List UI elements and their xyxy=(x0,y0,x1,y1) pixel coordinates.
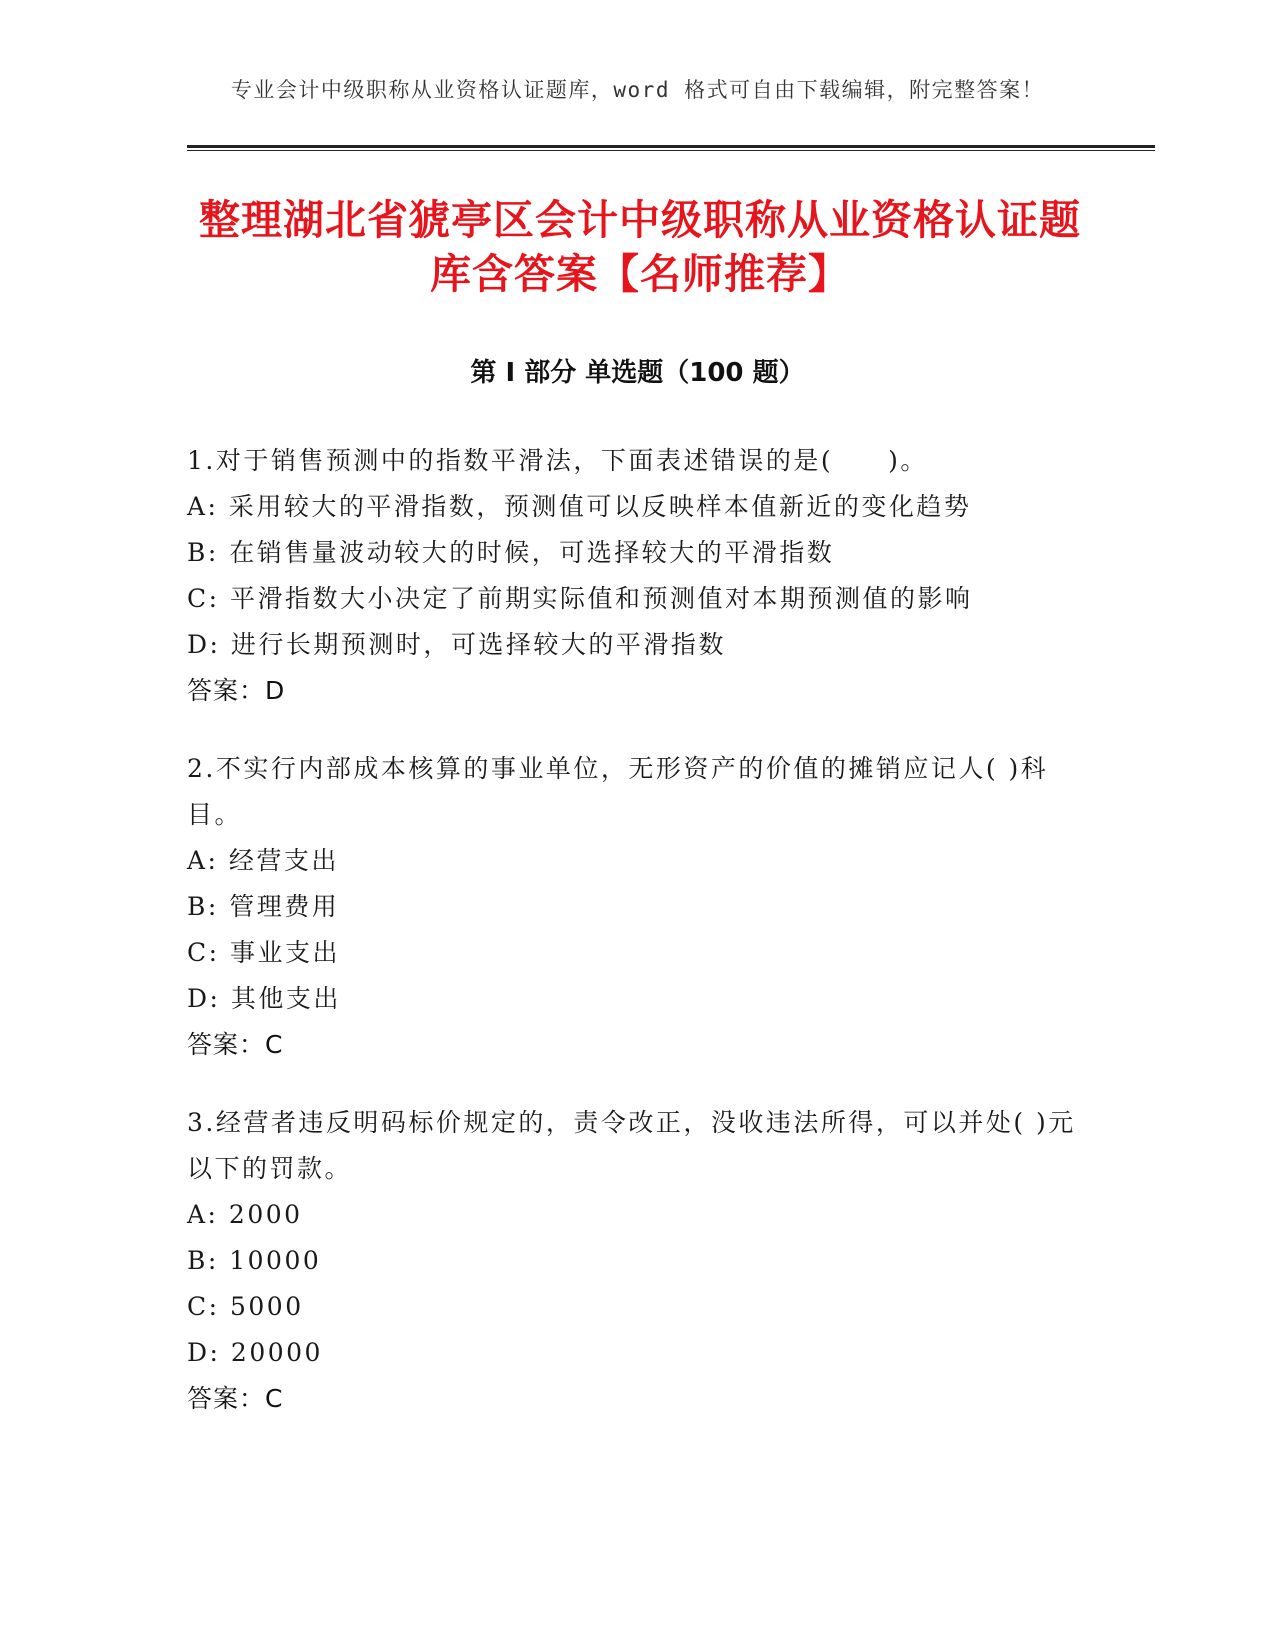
answer: 答案：D xyxy=(187,676,286,705)
option-a: A: 采用较大的平滑指数，预测值可以反映样本值新近的变化趋势 xyxy=(187,492,972,521)
option-d: D: 进行长期预测时，可选择较大的平滑指数 xyxy=(187,630,726,659)
answer: 答案：C xyxy=(187,1384,284,1413)
option-d: D: 其他支出 xyxy=(187,984,341,1013)
option-d: D: 20000 xyxy=(187,1338,323,1367)
document-title: 整理湖北省猇亭区会计中级职称从业资格认证题库含答案【名师推荐】 xyxy=(199,196,1081,298)
question-2 xyxy=(187,746,1087,1068)
option-b: B: 10000 xyxy=(187,1246,322,1275)
option-a: A: 2000 xyxy=(187,1200,303,1229)
header-divider-thin xyxy=(187,150,1155,151)
question-3 xyxy=(187,1100,1087,1422)
question-stem: 3.经营者违反明码标价规定的，责令改正，没收违法所得，可以并处( )元以下的罚款。 xyxy=(187,1108,1076,1183)
header-divider xyxy=(187,145,1155,148)
option-b: B: 管理费用 xyxy=(187,892,340,921)
question-stem: 2.不实行内部成本核算的事业单位，无形资产的价值的摊销应记人( )科目。 xyxy=(187,754,1049,829)
section-heading: 第 I 部分 单选题（100 题） xyxy=(470,358,805,388)
option-b: B: 在销售量波动较大的时候，可选择较大的平滑指数 xyxy=(187,538,835,567)
question-1 xyxy=(187,438,1087,714)
header-note: 专业会计中级职称从业资格认证题库，word 格式可自由下载编辑，附完整答案！ xyxy=(230,78,1045,102)
answer: 答案：C xyxy=(187,1030,284,1059)
question-list xyxy=(187,438,1087,1454)
option-c: C: 平滑指数大小决定了前期实际值和预测值对本期预测值的影响 xyxy=(187,584,973,613)
option-a: A: 经营支出 xyxy=(187,846,339,875)
question-stem: 1.对于销售预测中的指数平滑法，下面表述错误的是( )。 xyxy=(187,446,928,475)
option-c: C: 事业支出 xyxy=(187,938,340,967)
option-c: C: 5000 xyxy=(187,1292,304,1321)
